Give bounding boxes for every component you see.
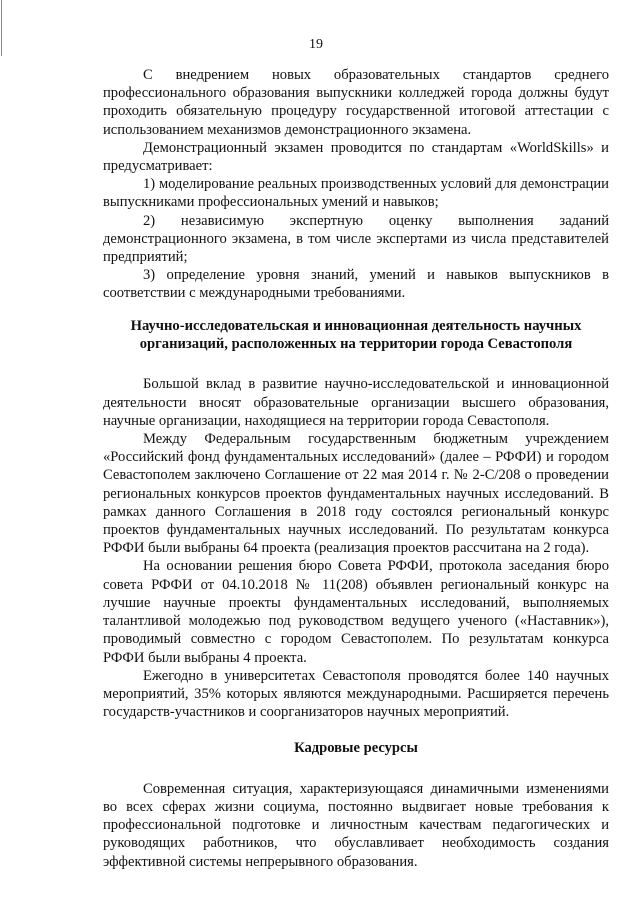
research-paragraph-3: На основании решения бюро Совета РФФИ, протокола заседания бюро совета РФФИ от 04.10.2018 № 11(208) объявлен региональный конкурс на лучшие научные проекты фундаментальных исследований, выполняемых талантливой молодежью под руководством ведущего ученого («Наставник»), проводимый совместно с городом Севастополем. По результатам конкурса РФФИ были выбраны 4 проекта. xyxy=(103,558,609,666)
document-body xyxy=(103,66,609,871)
research-paragraph-4: Ежегодно в университетах Севастополя проводятся более 140 научных мероприятий, 35% которых являются международными. Расширяется перечень государств-участников и соорганизаторов научных мероприятий. xyxy=(103,667,609,721)
section-heading-research: Научно-исследовательская и инновационная деятельность научных организаций, расположенных на территории города Севастополя xyxy=(130,317,582,353)
page-number: 19 xyxy=(309,37,323,52)
intro-paragraph-2: Демонстрационный экзамен проводится по стандартам «WorldSkills» и предусматривает: xyxy=(103,139,609,175)
research-paragraph-1: Большой вклад в развитие научно-исследовательской и инновационной деятельности вносят образовательные организации высшего образования, научные организации, находящиеся на территории города Севастополя. xyxy=(103,376,609,429)
list-item-1: 1) моделирование реальных производственных условий для демонстрации выпускниками профессиональных умений и навыков; xyxy=(103,176,609,211)
section-heading-hr: Кадровые ресурсы xyxy=(294,740,418,757)
list-item-2: 2) независимую экспертную оценку выполнения заданий демонстрационного экзамена, в том числе экспертами из числа представителей предприятий; xyxy=(103,212,609,266)
research-paragraph-2: Между Федеральным государственным бюджетным учреждением «Российский фонд фундаментальных исследований» (далее – РФФИ) и городом Севастополем заключено Соглашение от 22 мая 2014 г. № 2-С/208 о проведении региональных конкурсов проектов фундаментальных научных исследований. В рамках данного Соглашения в 2018 году состоялся региональный конкурс проектов фундаментальных научных исследований. По результатам конкурса РФФИ были выбраны 64 проекта (реализация проектов рассчитана на 2 года). xyxy=(103,431,609,557)
list-item-3: 3) определение уровня знаний, умений и навыков выпускников в соответствии с международными требованиями. xyxy=(103,267,609,302)
intro-paragraph-1: С внедрением новых образовательных стандартов среднего профессионального образования выпускники колледжей города должны будут проходить обязательную процедуру государственной итоговой аттестации с использованием механизмов демонстрационного экзамена. xyxy=(103,67,609,138)
hr-paragraph-1: Современная ситуация, характеризующаяся динамичными изменениями во всех сферах жизни социума, постоянно выдвигает новые требования к профессиональной подготовке и личностным качествам педагогических и руководящих работников, что обуславливает необходимость создания эффективной системы непрерывного образования. xyxy=(103,780,609,870)
